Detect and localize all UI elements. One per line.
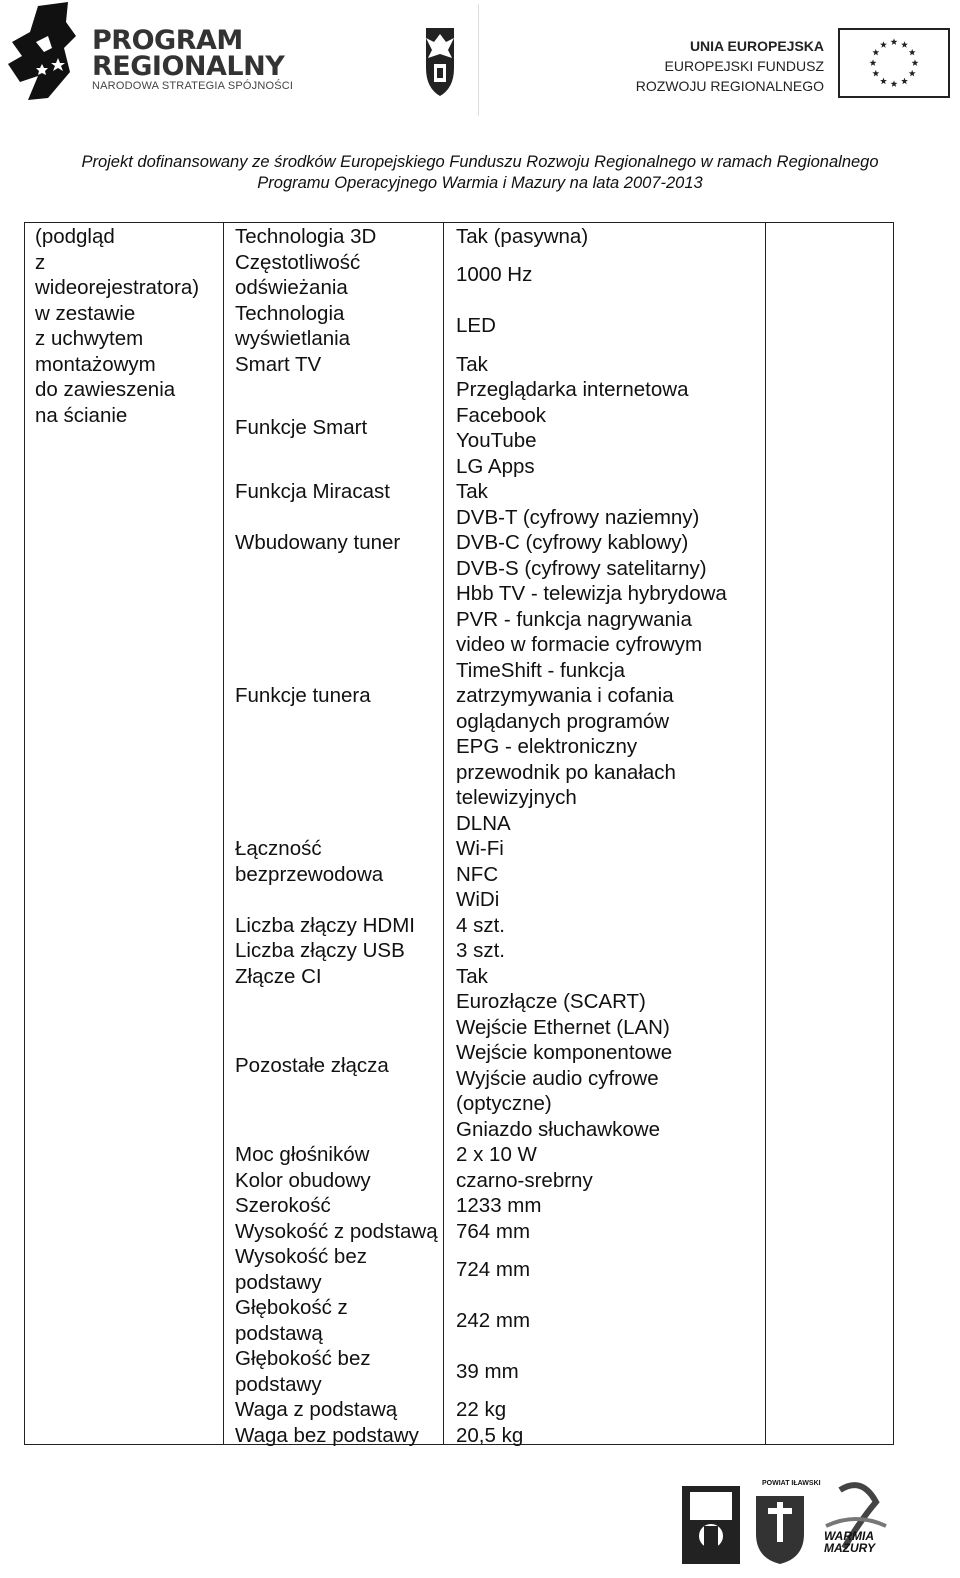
- project-note: [0, 152, 960, 194]
- spec-value-cell: Hbb TV - telewizja hybrydowa PVR - funkcja nagrywania video w formacie cyfrowym TimeShift - funkcja zatrzymywania i cofania oglądanych programów EPG - elektroniczny przewodnik po kanałach telewizyjnych: [456, 582, 727, 809]
- footer-logos: [676, 1478, 946, 1568]
- spec-value-cell: 2 x 10 W: [456, 1143, 537, 1166]
- eu-line2: EUROPEJSKI FUNDUSZ: [664, 58, 824, 74]
- spec-value-cell: DVB-T (cyfrowy naziemny) DVB-C (cyfrowy kablowy) DVB-S (cyfrowy satelitarny): [456, 505, 707, 580]
- spec-value-cell: DLNA Wi-Fi NFC WiDi: [456, 811, 511, 911]
- spec-param-cell: Funkcje Smart: [235, 416, 368, 440]
- spec-value-cell: Tak: [456, 964, 488, 988]
- warmia-mazury-crest: [402, 4, 479, 116]
- spec-param-cell: Łączność bezprzewodowa: [235, 837, 384, 886]
- eu-star: [880, 78, 887, 85]
- eu-star: [901, 78, 908, 85]
- spec-param-cell: Wysokość z podstawą: [235, 1219, 438, 1243]
- program-regionalny-logo: [8, 2, 308, 110]
- spec-value-cell: Przeglądarka internetowa Facebook YouTube LG Apps: [456, 378, 689, 478]
- spec-value-cell: 1233 mm: [456, 1194, 542, 1217]
- spec-param-cell: Kolor obudowy: [235, 1168, 371, 1192]
- table-divider-3: [765, 223, 766, 1444]
- spec-param-cell: Liczba złączy USB: [235, 939, 405, 962]
- spec-param-cell: Technologia 3D: [235, 225, 377, 248]
- warmia-line1: WARMIA: [824, 1529, 874, 1543]
- spec-value-cell: 20,5 kg: [456, 1423, 524, 1447]
- warmia-line2: MAZURY: [824, 1541, 876, 1555]
- spec-param-cell: Częstotliwość odświeżania: [235, 250, 361, 299]
- eu-star: [872, 49, 879, 56]
- spec-value-cell: 242 mm: [456, 1308, 531, 1332]
- spec-param-cell: Smart TV: [235, 352, 322, 376]
- eu-line1: UNIA EUROPEJSKA: [689, 38, 824, 54]
- spec-param-cell: Funkcja Miracast: [235, 480, 390, 503]
- spec-param-cell: Złącze CI: [235, 964, 322, 988]
- spec-param-cell: Funkcje tunera: [235, 684, 371, 707]
- eu-star: [912, 59, 919, 66]
- spec-value-cell: 3 szt.: [456, 939, 505, 962]
- page-header: [0, 0, 960, 120]
- specification-table: [24, 222, 894, 1445]
- project-note-line1: Projekt dofinansowany ze środków Europejskiego Funduszu Rozwoju Regionalnego w ramach Regionalnego: [81, 153, 879, 171]
- spec-value-cell: Eurozłącze (SCART) Wejście Ethernet (LAN) Wejście komponentowe Wyjście audio cyfrowe (optyczne) Gniazdo słuchawkowe: [456, 990, 673, 1141]
- warmia-mazury-logo: [824, 1530, 875, 1554]
- eu-star: [909, 49, 916, 56]
- spec-value-cell: 22 kg: [456, 1398, 507, 1421]
- spec-param-cell: Wysokość bez podstawy: [235, 1245, 367, 1294]
- program-subtitle: NARODOWA STRATEGIA SPÓJNOŚCI: [92, 80, 294, 92]
- program-regionalny-emblem-icon: [8, 2, 88, 110]
- eu-star: [909, 70, 916, 77]
- spec-value-cell: 1000 Hz: [456, 263, 533, 287]
- project-note-line2: Programu Operacyjnego Warmia i Mazury na lata 2007-2013: [257, 174, 703, 192]
- eu-star: [870, 59, 877, 66]
- program-title-line2: REGIONALNY: [92, 51, 285, 82]
- spec-value-cell: Tak: [456, 480, 488, 503]
- eu-star: [891, 80, 898, 87]
- powiat-label: POWIAT IŁAWSKI: [762, 1480, 821, 1487]
- footer-crests-icon: [676, 1478, 946, 1568]
- spec-param-cell: Liczba złączy HDMI: [235, 913, 415, 937]
- spec-param-cell: Pozostałe złącza: [235, 1053, 389, 1077]
- table-divider-1: [223, 223, 224, 1444]
- program-title-line1: PROGRAM: [92, 25, 243, 56]
- spec-param-cell: Głębokość bez podstawy: [235, 1347, 371, 1396]
- spec-param-cell: Technologia wyświetlania: [235, 301, 351, 350]
- spec-param-cell: Waga z podstawą: [235, 1398, 398, 1421]
- spec-param-cell: Moc głośników: [235, 1143, 370, 1166]
- eu-fund-text: [628, 36, 824, 96]
- program-regionalny-title: [92, 25, 285, 82]
- spec-param-cell: Wbudowany tuner: [235, 531, 401, 554]
- eu-star: [891, 38, 898, 45]
- table-divider-2: [443, 223, 444, 1444]
- product-note-cell: (podgląd z wideorejestratora) w zestawie z uchwytem montażowym do zawieszenia na ścianie: [35, 225, 200, 427]
- spec-value-cell: 39 mm: [456, 1359, 519, 1383]
- spec-value-cell: 764 mm: [456, 1219, 531, 1243]
- spec-value-cell: 4 szt.: [456, 913, 505, 937]
- spec-value-cell: 724 mm: [456, 1257, 531, 1281]
- spec-value-cell: czarno-srebrny: [456, 1168, 593, 1192]
- eu-flag-icon: [838, 28, 950, 98]
- eu-star: [880, 41, 887, 48]
- eu-star: [901, 41, 908, 48]
- spec-param-cell: Waga bez podstawy: [235, 1423, 419, 1447]
- spec-value-cell: Tak: [456, 352, 488, 376]
- eu-star: [872, 70, 879, 77]
- eu-line3: ROZWOJU REGIONALNEGO: [635, 78, 824, 94]
- spec-value-cell: Tak (pasywna): [456, 225, 589, 248]
- spec-param-cell: Głębokość z podstawą: [235, 1296, 348, 1345]
- spec-value-cell: LED: [456, 314, 496, 338]
- spec-param-cell: Szerokość: [235, 1194, 331, 1217]
- crest-eagle-icon: [402, 4, 478, 116]
